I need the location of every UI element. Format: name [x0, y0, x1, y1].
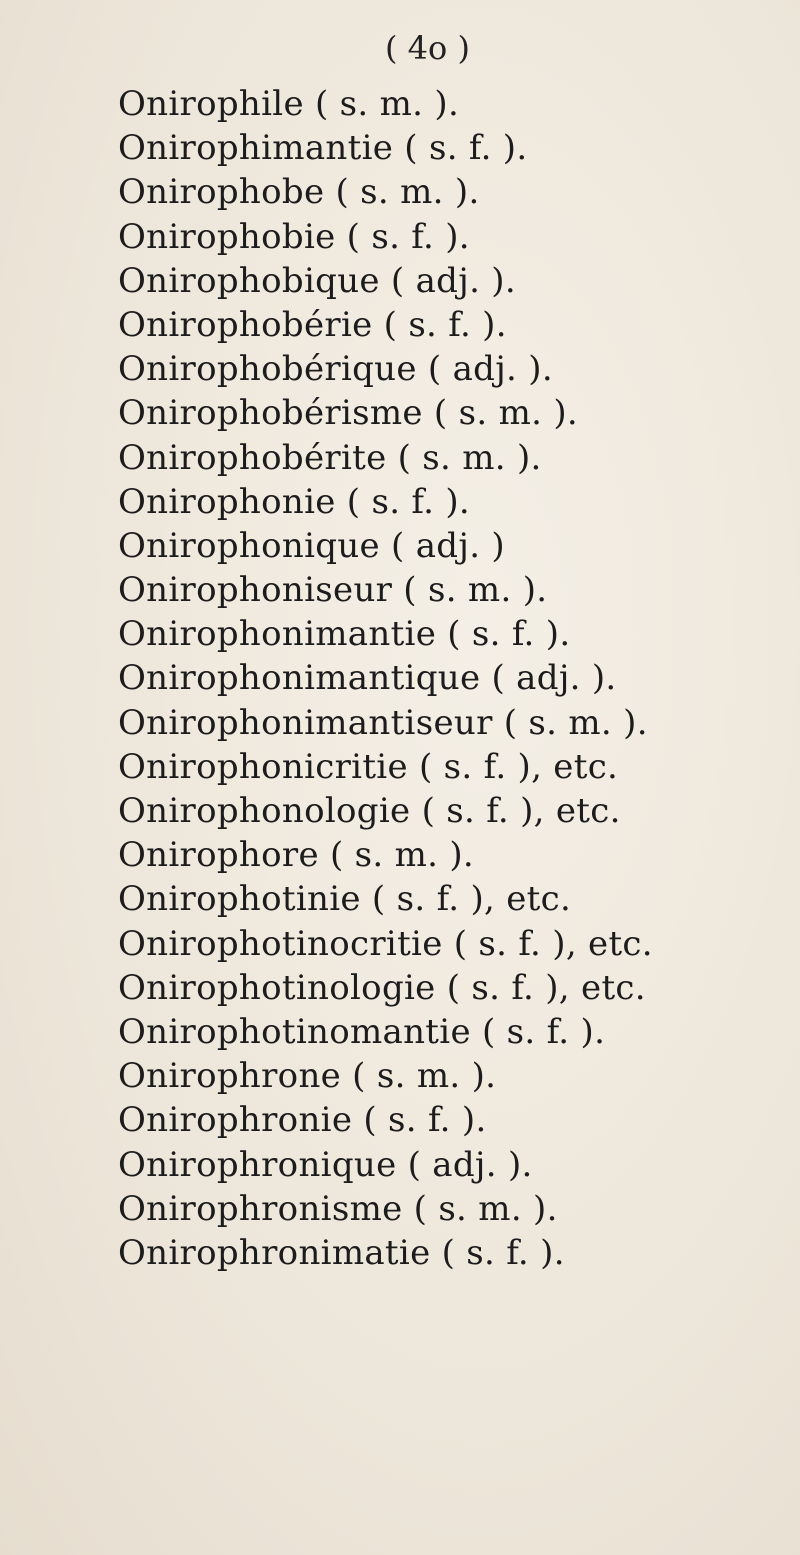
word-entry: Onirophile ( s. m. ). — [118, 84, 460, 124]
word-entry: Onirophoniseur ( s. m. ). — [118, 570, 548, 611]
word-entry: Onirophimantie ( s. f. ). — [118, 128, 528, 169]
word-entry: Onirophonie ( s. f. ). — [118, 481, 470, 522]
word-entry: Onirophobérisme ( s. m. ). — [118, 393, 578, 434]
word-list — [118, 82, 653, 1275]
word-entry: Onirophobe ( s. m. ). — [118, 172, 480, 213]
word-entry: Onirophonimantie ( s. f. ). — [118, 614, 571, 655]
word-entry: Onirophonologie ( s. f. ), etc. — [118, 791, 621, 831]
word-entry: Onirophotinomantie ( s. f. ). — [118, 1011, 606, 1052]
word-entry: Onirophotinie ( s. f. ), etc. — [118, 879, 572, 920]
page-number: ( 4o ) — [385, 29, 470, 67]
word-entry: Onirophobérite ( s. m. ). — [118, 437, 542, 478]
word-entry: Onirophobie ( s. f. ). — [118, 216, 470, 257]
word-entry: Onirophobérie ( s. f. ). — [118, 304, 507, 345]
word-entry: Onirophonique ( adj. ) — [118, 525, 505, 566]
word-entry: Onirophronique ( adj. ). — [118, 1144, 533, 1185]
word-entry: Onirophotinocritie ( s. f. ), etc. — [118, 923, 653, 964]
word-entry: Onirophore ( s. m. ). — [118, 835, 475, 876]
word-entry: Onirophrone ( s. m. ). — [118, 1056, 497, 1097]
word-entry: Onirophobérique ( adj. ). — [118, 349, 553, 390]
word-entry: Onirophronisme ( s. m. ). — [118, 1188, 558, 1229]
word-entry: Onirophronimatie ( s. f. ). — [118, 1232, 565, 1273]
word-entry: Onirophotinologie ( s. f. ), etc. — [118, 967, 646, 1008]
word-entry: Onirophronie ( s. f. ). — [118, 1100, 487, 1141]
word-entry: Onirophonicritie ( s. f. ), etc. — [118, 746, 619, 787]
word-entry: Onirophobique ( adj. ). — [118, 260, 516, 301]
word-entry: Onirophonimantique ( adj. ). — [118, 658, 617, 699]
word-entry: Onirophonimantiseur ( s. m. ). — [118, 702, 648, 743]
